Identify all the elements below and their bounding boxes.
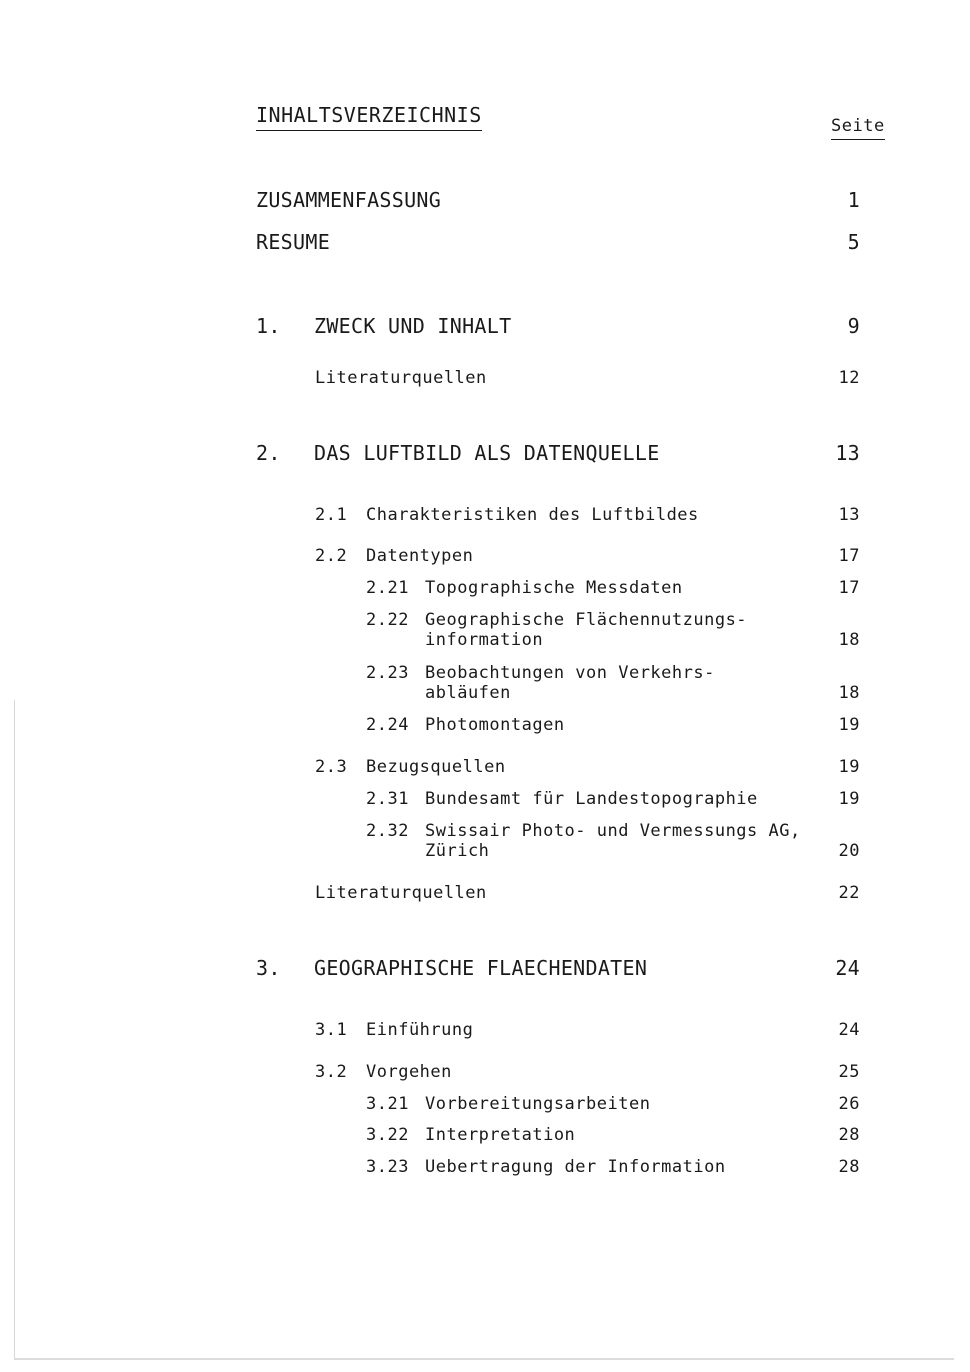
entry-page: 18 xyxy=(838,630,860,650)
subsection-title: Uebertragung der Information xyxy=(425,1157,726,1177)
subsection-number: 3.22 xyxy=(366,1125,409,1145)
section-number: 2.1 xyxy=(315,505,348,525)
subsection-title: Topographische Messdaten xyxy=(425,578,683,598)
entry-page: 18 xyxy=(838,683,860,703)
subsection-title-continued: information xyxy=(425,630,544,650)
chapter-number: 2. xyxy=(256,441,281,465)
subsection-title: Swissair Photo- und Vermessungs AG, xyxy=(425,821,801,841)
subsection-number: 2.22 xyxy=(366,610,409,630)
subsection-title: Interpretation xyxy=(425,1125,576,1145)
section-number: 2.2 xyxy=(315,546,348,566)
chapter-title: DAS LUFTBILD ALS DATENQUELLE xyxy=(314,441,660,465)
subsection-title: Photomontagen xyxy=(425,715,565,735)
entry-title: Literaturquellen xyxy=(315,368,487,388)
subsection-title-continued: Zürich xyxy=(425,841,490,861)
entry-title: Literaturquellen xyxy=(315,883,487,903)
entry-title: ZUSAMMENFASSUNG xyxy=(256,188,442,212)
section-title: Bezugsquellen xyxy=(366,757,506,777)
section-title: Vorgehen xyxy=(366,1062,452,1082)
section-number: 2.3 xyxy=(315,757,348,777)
entry-page: 19 xyxy=(838,789,860,809)
entry-page: 5 xyxy=(847,230,860,254)
chapter-title: GEOGRAPHISCHE FLAECHENDATEN xyxy=(314,956,648,980)
page-column-label: Seite xyxy=(831,116,885,140)
chapter-title: ZWECK UND INHALT xyxy=(314,314,512,338)
entry-page: 28 xyxy=(838,1125,860,1145)
entry-page: 12 xyxy=(838,368,860,388)
entry-page: 17 xyxy=(838,546,860,566)
subsection-number: 2.23 xyxy=(366,663,409,683)
subsection-number: 2.31 xyxy=(366,789,409,809)
subsection-number: 2.21 xyxy=(366,578,409,598)
toc-heading: INHALTSVERZEICHNIS xyxy=(256,103,482,131)
subsection-number: 3.21 xyxy=(366,1094,409,1114)
chapter-number: 3. xyxy=(256,956,281,980)
entry-page: 28 xyxy=(838,1157,860,1177)
section-title: Charakteristiken des Luftbildes xyxy=(366,505,699,525)
entry-page: 22 xyxy=(838,883,860,903)
entry-page: 24 xyxy=(835,956,860,980)
scan-edge-left xyxy=(14,700,15,1360)
section-number: 3.1 xyxy=(315,1020,348,1040)
entry-page: 19 xyxy=(838,757,860,777)
entry-page: 17 xyxy=(838,578,860,598)
subsection-title: Bundesamt für Landestopographie xyxy=(425,789,758,809)
entry-page: 19 xyxy=(838,715,860,735)
subsection-number: 3.23 xyxy=(366,1157,409,1177)
subsection-title: Geographische Flächennutzungs- xyxy=(425,610,748,630)
entry-page: 1 xyxy=(847,188,860,212)
section-number: 3.2 xyxy=(315,1062,348,1082)
entry-page: 13 xyxy=(835,441,860,465)
subsection-number: 2.32 xyxy=(366,821,409,841)
entry-page: 24 xyxy=(838,1020,860,1040)
entry-page: 20 xyxy=(838,841,860,861)
chapter-number: 1. xyxy=(256,314,281,338)
entry-page: 26 xyxy=(838,1094,860,1114)
scan-edge-bottom xyxy=(14,1358,954,1360)
entry-page: 13 xyxy=(838,505,860,525)
subsection-number: 2.24 xyxy=(366,715,409,735)
subsection-title: Beobachtungen von Verkehrs- xyxy=(425,663,715,683)
entry-page: 9 xyxy=(847,314,860,338)
entry-page: 25 xyxy=(838,1062,860,1082)
section-title: Einführung xyxy=(366,1020,474,1040)
section-title: Datentypen xyxy=(366,546,474,566)
subsection-title: Vorbereitungsarbeiten xyxy=(425,1094,651,1114)
entry-title: RESUME xyxy=(256,230,331,254)
subsection-title-continued: abläufen xyxy=(425,683,511,703)
